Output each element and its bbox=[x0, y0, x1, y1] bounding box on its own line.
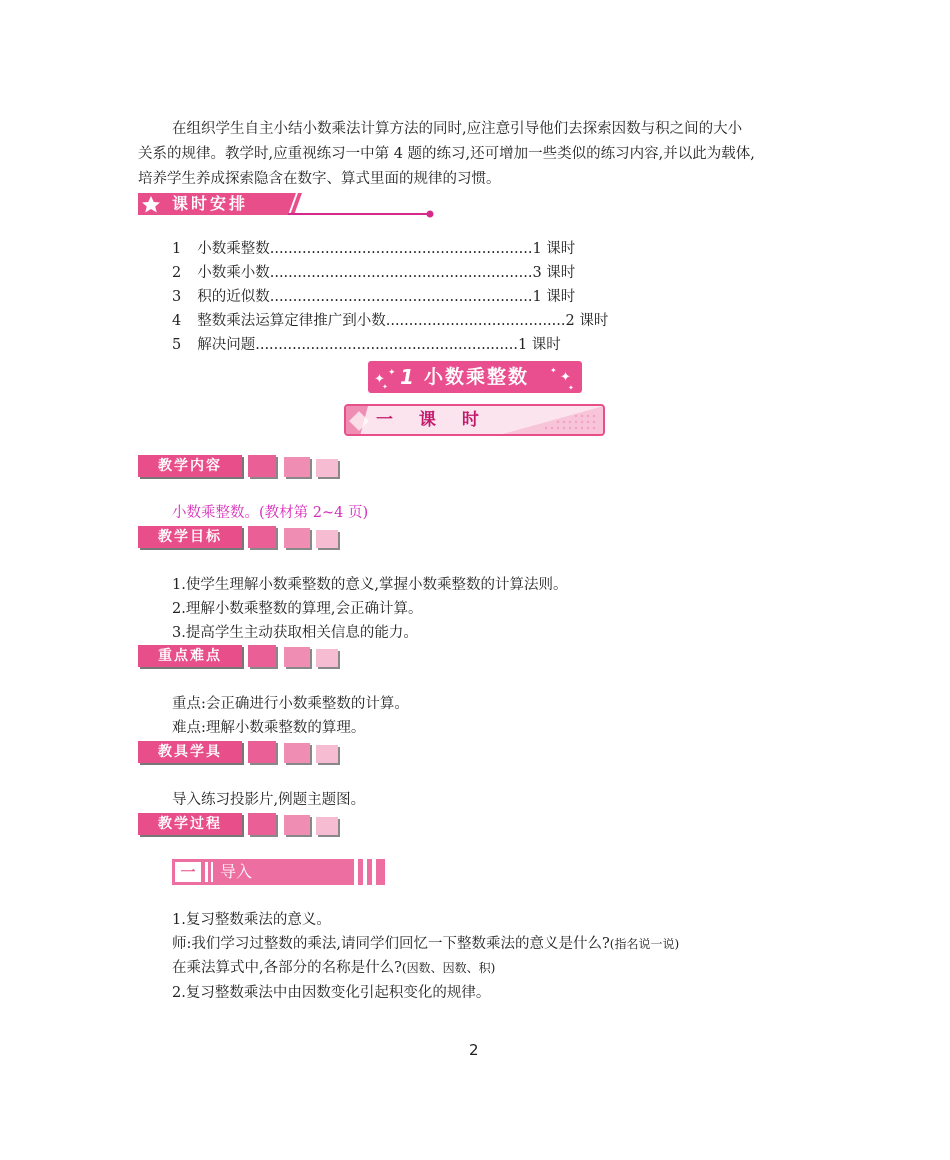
banner-square bbox=[316, 649, 338, 667]
section-banner-tools bbox=[138, 741, 343, 767]
schedule-item bbox=[172, 287, 575, 307]
unit-number: 1 bbox=[400, 365, 414, 389]
schedule-item-dots: ......................................................... bbox=[269, 241, 533, 257]
section-banner-content bbox=[138, 455, 343, 481]
schedule-item-num: 4 bbox=[172, 313, 182, 329]
process-line-2-note: (指名说一说) bbox=[609, 937, 680, 951]
step-stripe bbox=[372, 859, 376, 885]
goal-item: 2.理解小数乘整数的算理,会正确计算。 bbox=[172, 601, 423, 617]
schedule-item-hours: 1 课时 bbox=[532, 241, 576, 257]
intro-line-3: 培养学生养成探索隐含在数字、算式里面的规律的习惯。 bbox=[138, 171, 501, 187]
step-divider bbox=[211, 862, 213, 882]
step-label: 导入 bbox=[220, 862, 253, 881]
schedule-item-dots: ......................................................... bbox=[255, 337, 518, 353]
schedule-item-num: 2 bbox=[172, 265, 182, 281]
unit-title: 小数乘整数 bbox=[424, 366, 530, 388]
schedule-item-hours: 2 课时 bbox=[565, 313, 609, 329]
schedule-item-dots: ......................................................... bbox=[269, 265, 533, 281]
process-line-2-main: 师:我们学习过整数的乘法,请同学们回忆一下整数乘法的意义是什么? bbox=[172, 936, 610, 952]
lesson-title-banner bbox=[344, 404, 605, 436]
intro-line-2: 关系的规律。教学时,应重视练习一中第 4 题的练习,还可增加一些类似的练习内容,并以此为载体, bbox=[138, 146, 755, 162]
section-heading: 教学目标 bbox=[138, 526, 242, 548]
intro-line-1: 在组织学生自主小结小数乘法计算方法的同时,应注意引导他们去探索因数与积之间的大小 bbox=[172, 121, 743, 137]
key-item: 重点:会正确进行小数乘整数的计算。 bbox=[172, 696, 409, 712]
banner-square bbox=[284, 528, 310, 548]
step-bar bbox=[172, 859, 385, 885]
banner-square bbox=[248, 741, 276, 763]
step-stripe bbox=[354, 859, 358, 885]
schedule-item-title: 小数乘整数 bbox=[197, 241, 270, 257]
step-divider bbox=[205, 862, 208, 882]
schedule-item-num: 3 bbox=[172, 289, 182, 305]
svg-text:✦: ✦ bbox=[374, 372, 385, 387]
content-text: 小数乘整数。(教材第 2~4 页) bbox=[172, 505, 369, 521]
process-line-2 bbox=[172, 934, 679, 954]
section-heading: 教学过程 bbox=[138, 813, 242, 835]
goal-item: 1.使学生理解小数乘整数的意义,掌握小数乘整数的计算法则。 bbox=[172, 577, 568, 593]
schedule-item-dots: ......................................................... bbox=[269, 289, 533, 305]
section-heading: 教具学具 bbox=[138, 741, 242, 763]
schedule-item-dots: ....................................... bbox=[385, 313, 566, 329]
schedule-item-hours: 1 课时 bbox=[532, 289, 576, 305]
process-line-1: 1.复习整数乘法的意义。 bbox=[172, 912, 331, 928]
tools-text: 导入练习投影片,例题主题图。 bbox=[172, 792, 366, 808]
process-line-3 bbox=[172, 958, 495, 978]
schedule-heading-banner bbox=[138, 191, 436, 219]
schedule-item bbox=[172, 263, 575, 283]
svg-text:✦: ✦ bbox=[382, 383, 388, 391]
svg-text:✦: ✦ bbox=[388, 368, 396, 378]
process-line-3-main: 在乘法算式中,各部分的名称是什么? bbox=[172, 960, 402, 976]
schedule-item-title: 整数乘法运算定律推广到小数 bbox=[197, 313, 386, 329]
schedule-item bbox=[172, 239, 575, 259]
banner-square bbox=[248, 813, 276, 835]
banner-square bbox=[316, 817, 338, 835]
schedule-item-hours: 3 课时 bbox=[532, 265, 576, 281]
section-banner-goals bbox=[138, 526, 343, 552]
unit-title-banner bbox=[368, 361, 582, 393]
banner-square bbox=[284, 647, 310, 667]
process-line-4: 2.复习整数乘法中由因数变化引起积变化的规律。 bbox=[172, 985, 491, 1001]
process-line-3-note: (因数、因数、积) bbox=[401, 961, 496, 975]
schedule-item bbox=[172, 311, 608, 331]
step-number: 一 bbox=[175, 862, 201, 882]
banner-square bbox=[316, 530, 338, 548]
svg-text:✦: ✦ bbox=[568, 384, 574, 392]
section-heading: 教学内容 bbox=[138, 455, 242, 477]
banner-square bbox=[248, 455, 276, 477]
banner-square bbox=[316, 459, 338, 477]
section-heading: 重点难点 bbox=[138, 645, 242, 667]
schedule-item-title: 解决问题 bbox=[197, 337, 256, 353]
schedule-heading: 课时安排 bbox=[172, 194, 249, 213]
step-stripe bbox=[363, 859, 367, 885]
svg-text:✦: ✦ bbox=[560, 370, 571, 385]
schedule-item-hours: 1 课时 bbox=[517, 337, 561, 353]
schedule-item-title: 积的近似数 bbox=[197, 289, 270, 305]
banner-square bbox=[248, 645, 276, 667]
section-banner-process bbox=[138, 813, 343, 839]
key-item: 难点:理解小数乘整数的算理。 bbox=[172, 720, 366, 736]
schedule-item-num: 5 bbox=[172, 337, 182, 353]
schedule-item-title: 小数乘小数 bbox=[197, 265, 270, 281]
goal-item: 3.提高学生主动获取相关信息的能力。 bbox=[172, 625, 418, 641]
schedule-item bbox=[172, 335, 561, 355]
page-number: 2 bbox=[469, 1041, 479, 1059]
banner-square bbox=[316, 745, 338, 763]
section-banner-key bbox=[138, 645, 343, 671]
schedule-item-num: 1 bbox=[172, 241, 182, 257]
svg-text:✦: ✦ bbox=[550, 366, 557, 375]
banner-square bbox=[284, 457, 310, 477]
banner-square bbox=[248, 526, 276, 548]
banner-square bbox=[284, 815, 310, 835]
banner-square bbox=[284, 743, 310, 763]
lesson-title: 一 课 时 bbox=[376, 410, 489, 430]
